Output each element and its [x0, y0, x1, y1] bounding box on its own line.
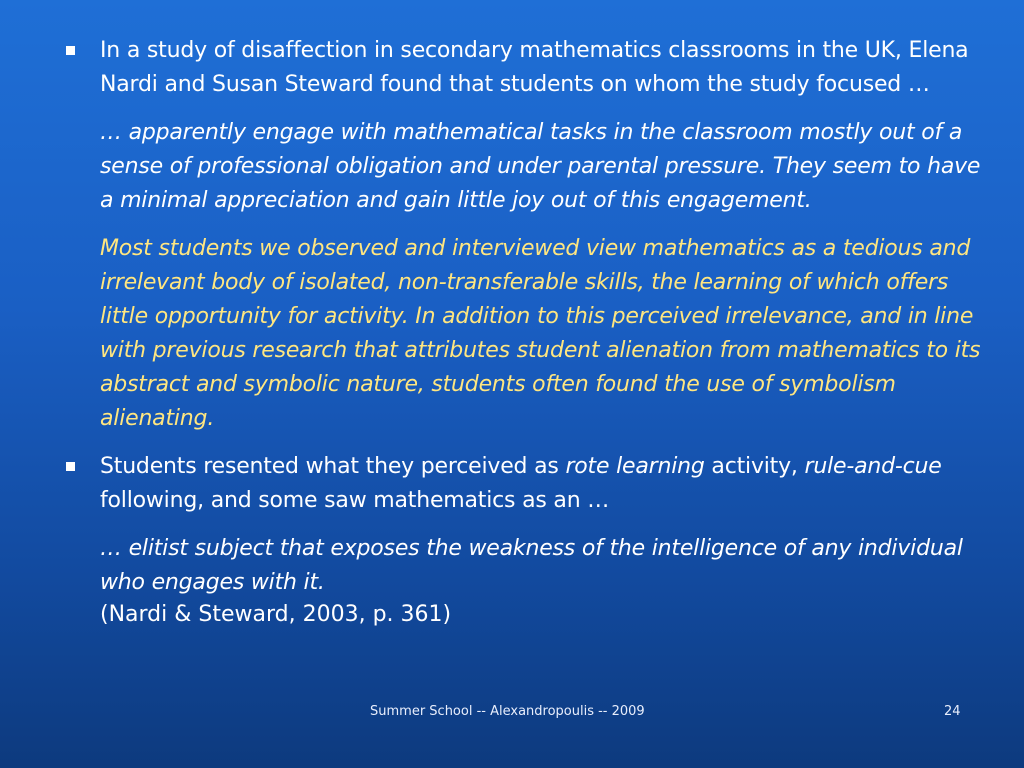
bullet-item-study: [60, 34, 990, 102]
square-bullet-icon: [66, 462, 75, 471]
bullet-text-study: In a study of disaffection in secondary mathematics classrooms in the UK, Elena Nardi and Susan Steward found that students on whom the study focused …: [100, 38, 969, 97]
bullet-text-part3: activity,: [704, 454, 805, 479]
bullet-text-part1: Students resented what they perceived as: [100, 454, 566, 479]
slide-content: [60, 34, 990, 630]
bullet-text-part5: following, and some saw mathematics as an …: [100, 488, 610, 513]
rote-learning-term: rote learning: [565, 454, 705, 479]
footer-text: Summer School -- Alexandropoulis -- 2009: [370, 704, 645, 719]
square-bullet-icon: [66, 46, 75, 55]
citation: (Nardi & Steward, 2003, p. 361): [100, 602, 452, 627]
quote-elitist: [60, 532, 990, 630]
quote-tedious-text: Most students we observed and interviewed view mathematics as a tedious and irrelevant body of isolated, non-transferable skills, the learning of which offers little opportunity for activity. In addition to this perceived irrelevance, and in line with previous research that attributes student alienation from mathematics to its abstract and symbolic nature, students often found the use of symbolism alienating.: [100, 236, 981, 431]
quote-engagement-text: … apparently engage with mathematical tasks in the classroom mostly out of a sense of professional obligation and under parental pressure. They seem to have a minimal appreciation and gain little joy out of this engagement.: [100, 120, 981, 213]
rule-and-cue-term: rule-and-cue: [804, 454, 942, 479]
quote-elitist-text: … elitist subject that exposes the weakness of the intelligence of any individual who engages with it.: [100, 536, 963, 595]
quote-engagement: [60, 116, 990, 218]
page-number: 24: [944, 704, 961, 719]
bullet-text-resented: [100, 450, 990, 518]
slide-footer: [0, 704, 1024, 724]
bullet-item-resented: [60, 450, 990, 518]
quote-tedious: [60, 232, 990, 436]
